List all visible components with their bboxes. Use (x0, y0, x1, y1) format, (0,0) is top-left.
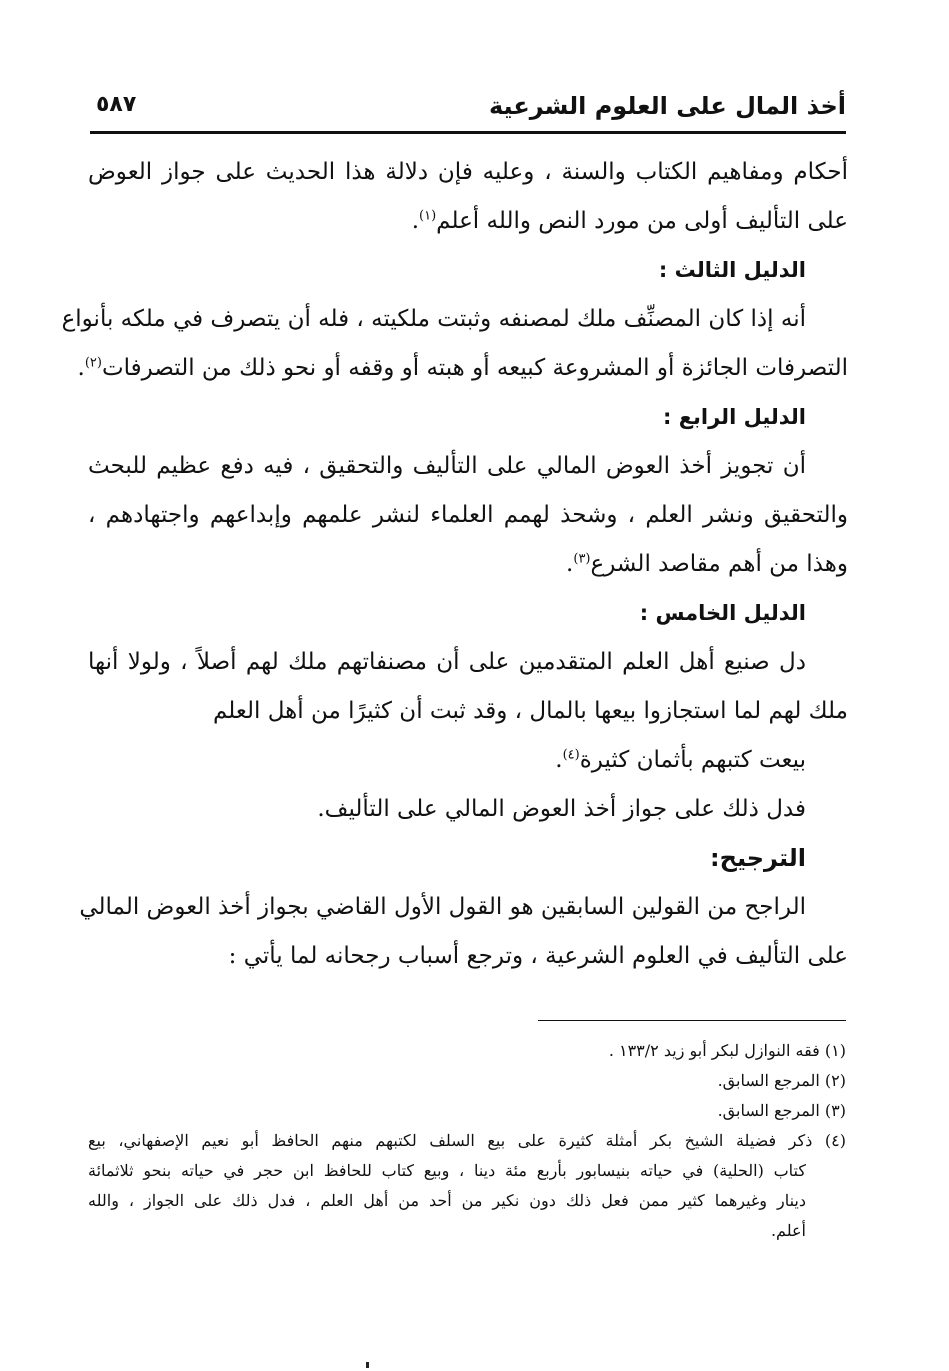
section-heading: الدليل الرابع : (662, 405, 806, 429)
section-heading: الدليل الثالث : (658, 258, 806, 282)
paragraph-line: أنه إذا كان المصنِّف ملك لمصنفه وثبتت ملكيته ، فله أن يتصرف في ملكه بأنواع (61, 306, 806, 332)
footnote-continuation: أعلم. (770, 1221, 806, 1240)
running-header (90, 88, 846, 128)
paragraph-line (88, 197, 848, 246)
line-text: التصرفات الجائزة أو المشروعة كبيعه أو هبته أو وقفه أو نحو ذلك من التصرفات (101, 355, 848, 381)
paragraph-line (88, 540, 848, 589)
paragraph-line: الراجح من القولين السابقين هو القول الأول القاضي بجواز أخذ العوض المالي (79, 894, 806, 920)
header-title: أخذ المال على العلوم الشرعية (489, 92, 846, 120)
paragraph-line: والتحقيق ونشر العلم ، وشحذ لهمم العلماء لنشر علمهم وإبداعهم واجتهادهم ، (88, 502, 848, 528)
line-end: . (555, 747, 563, 773)
footnote-ref[interactable]: (٤) (562, 747, 580, 763)
scan-mark (366, 1362, 369, 1368)
line-text: وهذا من أهم مقاصد الشرع (590, 551, 848, 577)
footnote-ref[interactable]: (٢) (84, 355, 102, 371)
paragraph-line: دل صنيع أهل العلم المتقدمين على أن مصنفاتهم ملك لهم أصلاً ، ولولا أنها (88, 649, 806, 675)
paragraph-line: أحكام ومفاهيم الكتاب والسنة ، وعليه فإن دلالة هذا الحديث على جواز العوض (88, 159, 848, 185)
footnote-continuation: كتاب (الحلية) في حياته بنيسابور بأربع مئة دينا ، وبيع كتاب للحافظ ابن حجر في حياته بنحو ثلاثمائة (88, 1161, 806, 1180)
paragraph-line (77, 344, 848, 393)
page-number: ٥٨٧ (96, 92, 137, 117)
main-text (61, 148, 848, 981)
footnote: (٣) المرجع السابق. (717, 1101, 846, 1120)
footnote: (٤) ذكر فضيلة الشيخ بكر أمثلة كثيرة على بيع السلف لكتبهم منهم الحافظ أبو نعيم الإصفهاني، بيع (88, 1131, 846, 1150)
footnotes (88, 1036, 846, 1246)
footnote: (١) فقه النوازل لبكر أبو زيد ١٣٣/٢ . (608, 1041, 846, 1060)
line-text: بيعت كتبهم بأثمان كثيرة (579, 747, 806, 773)
paragraph-line: ملك لهم لما استجازوا بيعها بالمال ، وقد ثبت أن كثيرًا من أهل العلم (212, 698, 848, 724)
footnote-ref[interactable]: (٣) (573, 551, 591, 567)
line-end: . (77, 355, 85, 381)
footnote-separator (538, 1020, 846, 1021)
paragraph-line: أن تجويز أخذ العوض المالي على التأليف والتحقيق ، فيه دفع عظيم للبحث (88, 453, 806, 479)
line-text: على التأليف أولى من مورد النص والله أعلم (436, 208, 848, 234)
line-end: . (566, 551, 574, 577)
paragraph-line: على التأليف في العلوم الشرعية ، وترجع أسباب رجحانه لما يأتي : (228, 943, 848, 969)
section-heading: الدليل الخامس : (639, 601, 806, 625)
footnote: (٢) المرجع السابق. (717, 1071, 846, 1090)
footnote-continuation: دينار وغيرهما كثير ممن فعل ذلك دون نكير من أحد من أهل العلم ، فدل ذلك على الجواز ، والله (88, 1191, 806, 1210)
paragraph-line (88, 736, 848, 785)
section-heading: الترجيح: (710, 844, 806, 872)
line-end: . (411, 208, 420, 234)
header-rule (90, 131, 846, 134)
paragraph-line: فدل ذلك على جواز أخذ العوض المالي على التأليف. (317, 796, 806, 822)
footnote-ref[interactable]: (١) (419, 208, 437, 224)
